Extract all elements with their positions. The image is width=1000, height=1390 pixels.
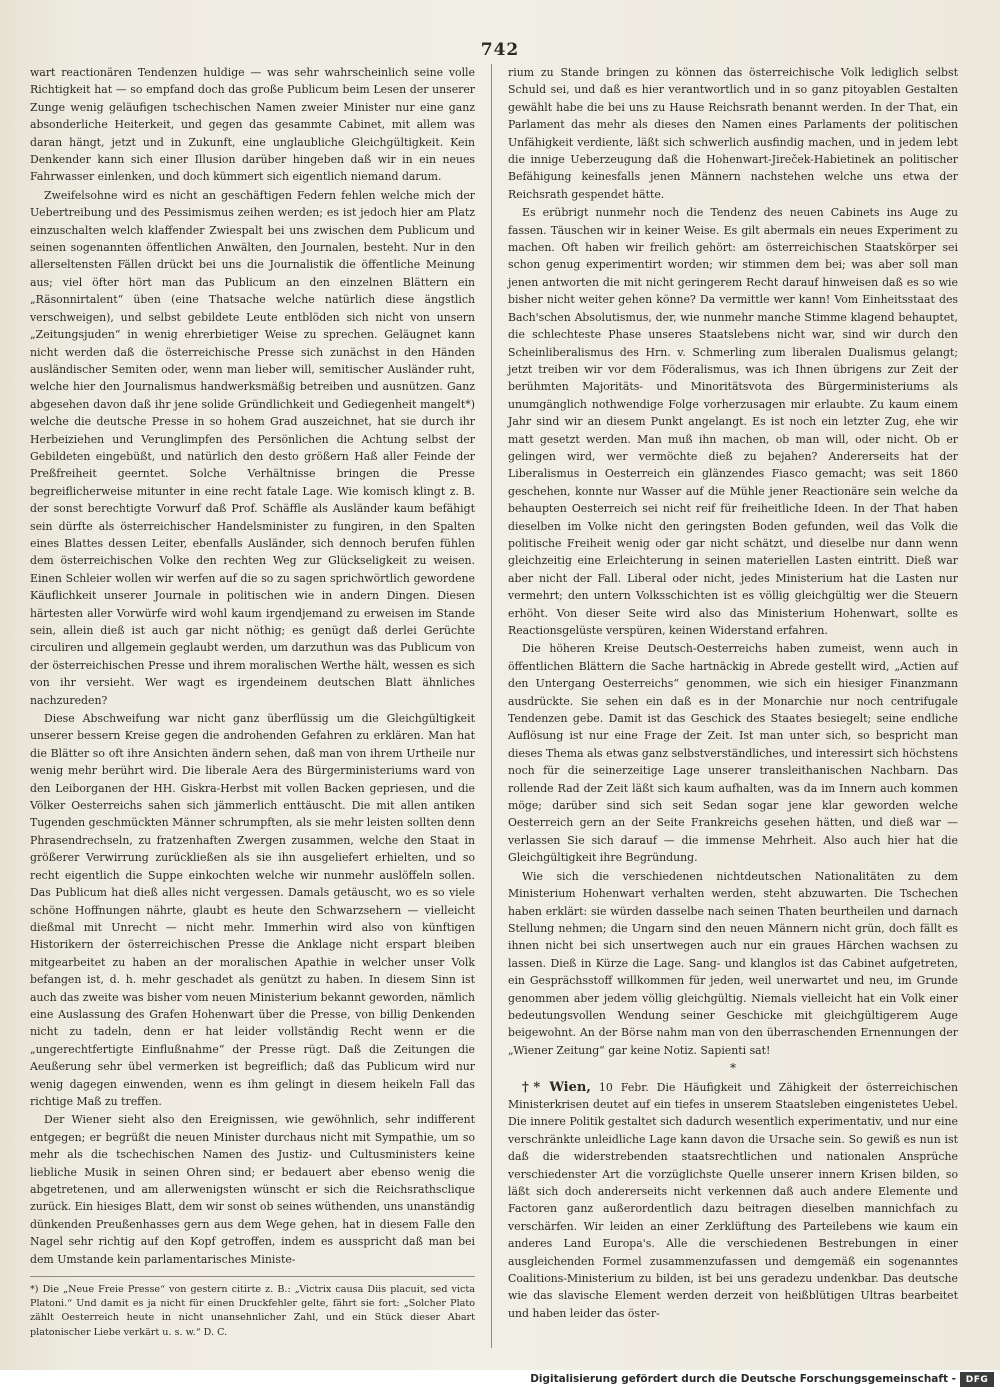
right-paragraph-2: Es erübrigt nunmehr noch die Tendenz des neuen Cabinets ins Auge zu fassen. Täuschen wir in keiner Weise. Es gilt abermals ein neues Experiment zu machen. Oft haben wir freilich gehört: am österreichischen Staatskörper sei schon genug experimentirt worden; wir stimmen dem bei; was aber soll man jenen antworten die mit nicht geringerem Recht darauf hinweisen daß es so wie bisher nicht weiter gehen könne? Da vermittle wer kann! Vom Einheitsstaat des Bach'schen Absolutismus, der, wie nunmehr manche Stimme klagend behauptet, die schlechteste Phase unseres Staatslebens nicht war, sind wir durch den Scheinliberalismus des Hrn. v. Schmerling zum liberalen Dualismus gelangt; jetzt treiben wir vor dem Föderalismus, was ich Ihnen übrigens zur Zeit der berühmten Majoritäts- und Minoritätsvota des Bürgerministeriums als unumgänglich nothwendige Folge vorherzusagen mir erlaubte. Zu kaum einem Jahr sind wir an diesem Punkt angelangt. Es ist noch ein letzter Zug, ehe wir matt gesetzt werden. Man muß ihn machen, ob man will, oder nicht. Ob er gelingen wird, wer vermöchte dieß zu bejahen? Andererseits hat der Liberalismus in Oesterreich ein glänzendes Fiasco gemacht; was seit 1860 geschehen, konnte nur Wasser auf die Mühle jener Reactionäre sein welche da behaupten Oesterreich sei nicht reif für freiheitliche Ideen. In der That haben dieselben im Volke nicht den geringsten Boden gefunden, weil das Volk die politische Freiheit wenig oder gar nicht schätzt, und dieselbe nur dann wenn gleichzeitig eine Erleichterung in seinen materiellen Lasten eintritt. Dieß war aber nicht der Fall. Liberal oder nicht, jedes Ministerium hat die Lasten nur vermehrt; den untern Volksschichten ist es völlig gleichgültig wer die Steuern erhöht. Von dieser Seite wird also das Ministerium Hohenwart, sollte es Reactionsgelüste verspüren, keinen Widerstand erfahren. <box>508 206 958 637</box>
right-column <box>508 64 958 1323</box>
article-separator: * <box>730 1061 736 1076</box>
dfg-logo: DFG <box>960 1372 994 1387</box>
footnote: *) Die „Neue Freie Presse“ von gestern citirte z. B.: „Victrix causa Diis placuit, sed victa Platoni.“ Und damit es ja nicht für einen Druckfehler gelte, fährt sie fort: „Solcher Plato zählt Oesterreich heute in nicht unansehnlicher Zahl, und ein Stück dieser Abart platonischer Liebe verkärt u. s. w.“ D. C. <box>30 1284 475 1338</box>
left-paragraph-2: Zweifelsohne wird es nicht an geschäftigen Federn fehlen welche mich der Uebertreibung und des Pessimismus zeihen werden; es ist jedoch hier am Platz einzuschalten welch klaffender Zwiespalt bei uns zwischen dem Publicum und seinen sogenannten öffentlichen Anwälten, den Journalen, besteht. Nur in den allerseltensten Fällen drückt bei uns die Journalistik die öffentliche Meinung aus; viel öfter hört man das Publicum an den einzelnen Blättern ein „Räsonnirtalent“ üben (eine Thatsache welche natürlich diese ängstlich verschweigen), und selbst gebildete Leute entblöden sich nicht von unsern „Zeitungsjuden“ in wenig ehrerbietiger Weise zu sprechen. Geläugnet kann nicht werden daß die österreichische Presse sich zunächst in den Händen ausländischer Semiten oder, wenn man lieber will, semitischer Ausländer ruht, welche hier den Journalismus handwerksmäßig betreiben und ausnützen. Ganz abgesehen davon daß ihr jene solide Gründlichkeit und Gediegenheit mangelt*) welche die deutsche Presse in so hohem Grad auszeichnet, hat sie durch ihr Herbeiziehen und Verunglimpfen des Persönlichen die Achtung selbst der Gebildeten eingebüßt, und natürlich den desto größern Haß aller Feinde der Preßfreiheit geerntet. Solche Verhältnisse bringen die Presse begreiflicherweise mitunter in eine recht fatale Lage. Wie komisch klingt z. B. der sonst berechtigte Vorwurf daß Prof. Schäffle als Ausländer kaum befähigt sein dürfte als österreichischer Handelsminister zu fungiren, in den Spalten eines Blattes dessen Leiter, ebenfalls Ausländer, sich dennoch berufen fühlen dem österreichischen Volke den rechten Weg zur Glückseligkeit zu weisen. Einen Schleier wollen wir werfen auf die so zu sagen sprichwörtlich gewordene Käuflichkeit unserer Journale in politischen wie in andern Dingen. Diesen härtesten aller Vorwürfe wird wohl kaum irgendjemand zu erweisen im Stande sein, allein dieß ist auch gar nicht nöthig; es genügt daß derlei Gerüchte circuliren und allgemein geglaubt werden, um darzuthun was das Publicum von der österreichischen Presse und ihrem moralischen Werthe hält, wessen es sich von ihr versieht. Wer wagt es irgendeinem deutschen Blatt ähnliches nachzureden? <box>30 188 475 707</box>
left-paragraph-3: Diese Abschweifung war nicht ganz überflüssig um die Gleichgültigkeit unserer bessern Kreise gegen die androhenden Gefahren zu erklären. Man hat die Blätter so oft ihre Ansichten ändern sehen, daß man von ihrem Urtheile nur wenig mehr berührt wird. Die liberale Aera des Bürgerministeriums ward von den Leiborganen der HH. Giskra-Herbst mit vollen Backen gepriesen, und die Völker Oesterreichs sahen sich jämmerlich enttäuscht. Die mit allen antiken Tugenden geschmückten Männer schrumpften, als sie mehr leisten sollten denn Phrasendrechseln, zu fratzenhaften Zwergen zusammen, welche den Staat in größerer Verwirrung zurückließen als sie ihn ausgeliefert erhielten, und so recht eigentlich die Suppe einkochten welche wir nunmehr auslöffeln sollen. Das Publicum hat dieß alles nicht vergessen. Damals getäuscht, wo es so viele schöne Hoffnungen nährte, glaubt es heute den Schwarzsehern — vielleicht dießmal mit Unrecht — nicht mehr. Immerhin wird also von künftigen Historikern der österreichischen Presse die Anklage nicht erspart bleiben mitgearbeitet zu haben an der moralischen Apathie in welcher unser Volk befangen ist, d. h. mehr geschadet als genützt zu haben. In diesem Sinn ist auch das zweite was bisher vom neuen Ministerium bekannt geworden, nämlich eine Auslassung des Grafen Hohenwart über die Presse, von billig Denkenden nicht zu tadeln, denn er hat leider vollständig Recht wenn er die „ungerechtfertigte Einflußnahme“ der Presse rügt. Daß die Zeitungen die Aeußerung sehr übel vermerken ist begreiflich; daß das Publicum wird nur wenig dagegen einwenden, wenn es ihm gelingt in diesem heikeln Fall das richtige Maß zu treffen. <box>30 712 475 1108</box>
right-paragraph-3: Die höheren Kreise Deutsch-Oesterreichs haben zumeist, wenn auch in öffentlichen Blättern die Sache hartnäckig in Abrede gestellt wird, „Actien auf den Untergang Oesterreichs“ genommen, wie sich ein hiesiger Finanzmann ausdrückte. Sie sehen ein daß es in der Monarchie nur noch centrifugale Tendenzen gebe. Damit ist das Geschick des Staates besiegelt; seine endliche Auflösung ist nur eine Frage der Zeit. Ist man unter sich, so bespricht man dieses Thema als etwas ganz selbstverständliches, und interessirt sich höchstens noch für die seinerzeitige Lage unserer transleithanischen Nachbarn. Das rollende Rad der Zeit läßt sich kaum aufhalten, was da im Innern auch kommen möge; darüber sind sich seit Sedan sogar jene klar geworden welche Oesterreich gern an der Seite Frankreichs gesehen hätten, und dieß war — verlassen Sie sich darauf — die immense Mehrheit. Also auch hier hat die Gleichgültigkeit ihre Begründung. <box>508 642 958 865</box>
vienna-article <box>508 1079 958 1323</box>
digitization-footer <box>0 1370 1000 1390</box>
vienna-article-text: Die Häufigkeit und Zähigkeit der österreichischen Ministerkrisen deutet auf ein tiefes in unserem Staatsleben eingenistetes Uebel. Die innere Politik gestaltet sich dadurch wesentlich experimentativ, und nur eine verschränkte unleidliche Lage kann davon die Ursache sein. So gewiß es nun ist daß die widerstrebenden staatsrechtlichen und nationalen Ansprüche verschiedenster Art die vorzüglichste Quelle unserer innern Krisen bilden, so läßt sich doch andererseits nicht verkennen daß auch andere Elemente und Factoren ganz außerordentlich dazu beitragen dieselben mannichfach zu verschärfen. Wir leiden an einer Zerklüftung des Parteilebens wie kaum ein anderes Land Europa's. Alle die verschiedenen Bestrebungen in einer ausgleichenden Formel zusammenzufassen und demgemäß ein sogenanntes Coalitions-Ministerium zu bilden, ist bei uns geradezu undenkbar. Das deutsche wie das slavische Element werden derzeit von heißblütigen Ultras bearbeitet und haben leider das öster- <box>508 1080 958 1320</box>
right-paragraph-4: Wie sich die verschiedenen nichtdeutschen Nationalitäten zu dem Ministerium Hohenwart verhalten werden, steht abzuwarten. Die Tschechen haben erklärt: sie würden dasselbe nach seinen Thaten beurtheilen und darnach Stellung nehmen; die Ungarn sind den neuen Männern nicht grün, doch fällt es ihnen nicht bei sich unsertwegen auch nur ein graues Härchen wachsen zu lassen. Dieß in Kürze die Lage. Sang- und klanglos ist das Cabinet aufgetreten, ein Gesprächsstoff willkommen für jeden, weil unerwartet und neu, im Grunde genommen aber jedem völlig gleichgültig. Niemals vielleicht hat ein Volk einer bedeutungsvollen Wendung seiner Geschicke mit gleichgültigerem Auge beigewohnt. An der Börse nahm man von den überraschenden Ernennungen der „Wiener Zeitung“ gar keine Notiz. Sapienti sat! <box>508 869 958 1057</box>
dateline-date: 10 Febr. <box>598 1080 649 1094</box>
footer-credit: Digitalisierung gefördert durch die Deutsche Forschungsgemeinschaft - <box>530 1373 956 1385</box>
left-paragraph-4: Der Wiener sieht also den Ereignissen, wie gewöhnlich, sehr indifferent entgegen; er begrüßt die neuen Minister durchaus nicht mit Sympathie, um so mehr als die tschechischen Namen des Justiz- und Cultusministers keine liebliche Musik in seinen Ohren sind; er bedauert aber ebenso wenig die abgetretenen, und am allerwenigsten wünscht er sich die Reichsrathsclique zurück. Ein hiesiges Blatt, dem wir sonst ob seines wüthenden, uns unanständig dünkenden Preußenhasses gern aus dem Wege gehen, hat in diesem Falle den Nagel sehr richtig auf den Kopf getroffen, indem es ausspricht daß man bei dem Umstande kein parlamentarisches Ministe- <box>30 1113 475 1266</box>
footnote-divider <box>30 1276 475 1277</box>
page-number: 742 <box>480 40 520 60</box>
left-paragraph-1: wart reactionären Tendenzen huldige — was sehr wahrscheinlich seine volle Richtigkeit hat — so empfand doch das große Publicum beim Lesen der unserer Zunge wenig geläufigen tschechischen Namen zweier Minister nur eine ganz absonderliche Heiterkeit, und gegen das gesammte Cabinet, mit allem was daran hängt, jetzt und in Zukunft, eine unglaubliche Gleichgültigkeit. Kein Denkender kann sich einer Illusion darüber hingeben daß wir in ein neues Fahrwasser einlenken, und doch kümmert sich eigentlich niemand darum. <box>30 66 475 184</box>
left-column <box>30 64 475 1341</box>
right-paragraph-1: rium zu Stande bringen zu können das österreichische Volk lediglich selbst Schuld sei, und daß es hier verantwortlich und in so ganz pitoyablen Gestalten gewählt habe die bei uns zu Hause Reichsrath benannt werden. In der That, ein Parlament das mehr als dieses den Namen eines Parlaments der politischen Unfähigkeit verdiente, läßt sich schwerlich ausfindig machen, und in jedem lebt die innige Ueberzeugung daß die Hohenwart-Jireček-Habietinek an politischer Befähigung keinesfalls jenen Männern nachstehen welche uns etwa der Reichsrath gespendet hätte. <box>508 66 958 201</box>
column-divider <box>491 64 492 1348</box>
dateline: †* Wien, <box>522 1079 591 1095</box>
